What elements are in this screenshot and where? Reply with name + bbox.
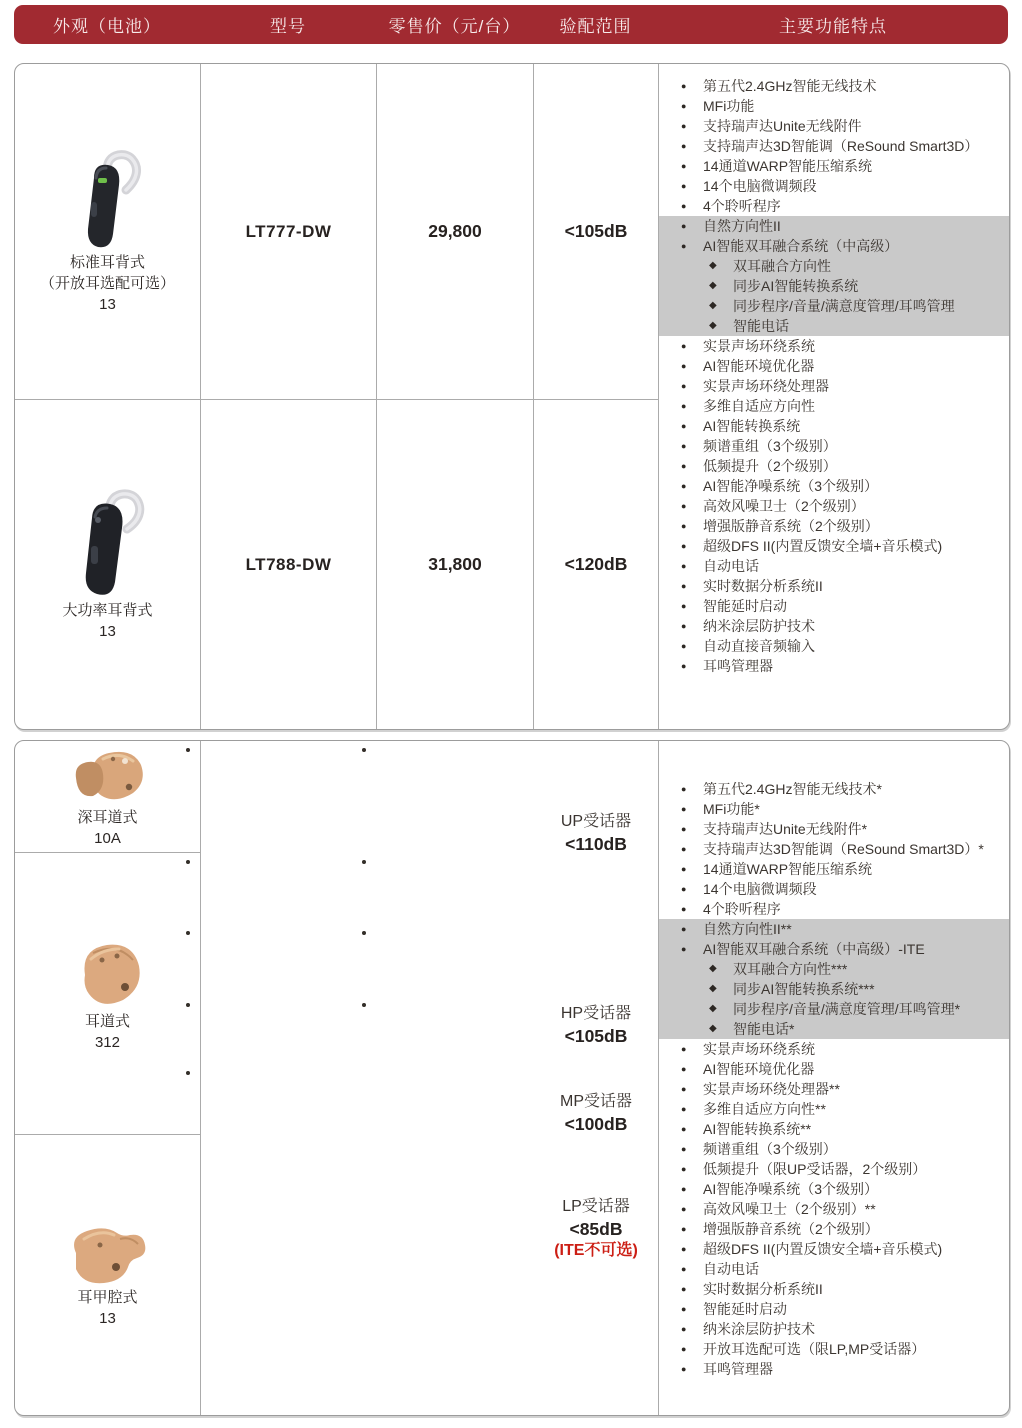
bullet-icon: ● [681,1364,687,1374]
feature-text: 4个聆听程序 [703,198,781,214]
feature-item [659,1139,1009,1159]
features-cell [659,64,1009,729]
header-col-range: 验配范围 [559,17,632,36]
bullet-icon: ◆ [709,280,717,291]
feature-item [659,356,1009,376]
feature-text: 自动直接音频输入 [703,638,815,654]
feature-text: AI智能双耳融合系统（中高级） [703,238,899,254]
feature-item [659,1359,1009,1379]
feature-item [659,376,1009,396]
feature-item [659,899,1009,919]
bullet-icon: ● [681,1304,687,1314]
model-cell: LT777-DW [201,64,377,400]
feature-text: 实景声场环绕系统 [703,1041,815,1057]
feature-text: 同步程序/音量/满意度管理/耳鸣管理 [733,298,955,314]
itc-device-image [65,935,151,1011]
bullet-icon: ● [681,181,687,191]
feature-item [659,1179,1009,1199]
bullet-icon: ● [681,561,687,571]
features-list [659,76,1009,676]
feature-item [659,919,1009,939]
feature-text: 增强版静音系统（2个级别） [703,1221,879,1237]
feature-text: 纳米涂层防护技术 [703,618,815,634]
feature-text: AI智能净噪系统（3个级别） [703,1181,879,1197]
feature-item [659,656,1009,676]
feature-item [659,236,1009,256]
ite-note: (ITE不可选) [554,1242,638,1259]
bullet-icon: ● [681,641,687,651]
table-header [14,5,1008,44]
feature-text: 实时数据分析系统II [703,1281,823,1297]
bullet-icon: ● [681,1204,687,1214]
feature-text: 双耳融合方向性*** [733,961,848,977]
bullet-icon: ● [681,864,687,874]
feature-item [377,741,534,853]
bullet-icon: ● [681,784,687,794]
feature-item [659,1259,1009,1279]
bullet-icon: ● [681,161,687,171]
feature-item [659,456,1009,476]
device-type-label: 耳甲腔式 13 [77,1289,138,1327]
feature-text: MFi功能* [703,801,760,817]
bullet-icon: ● [681,421,687,431]
feature-item [659,1019,1009,1039]
feature-text: 频谱重组（3个级别） [703,1141,837,1157]
feature-item [659,556,1009,576]
feature-item [659,416,1009,436]
feature-text: AI智能环境优化器 [703,358,815,374]
fitting-range-cell: <120dB [534,400,659,729]
bullet-icon: ● [681,1044,687,1054]
feature-item [377,853,534,924]
feature-text: AI智能转换系统** [703,1121,812,1137]
feature-item [659,516,1009,536]
feature-text: 14个电脑微调频段 [703,178,817,194]
feature-text: 自动电话 [703,1261,759,1277]
bullet-icon: ● [681,944,687,954]
feature-item [659,999,1009,1019]
bullet-icon: ● [681,121,687,131]
bullet-icon: ● [681,461,687,471]
feature-text: 同步程序/音量/满意度管理/耳鸣管理* [733,1001,961,1017]
feature-text: 14通道WARP智能压缩系统 [703,861,873,877]
feature-text: 高效风噪卫士（2个级别）** [703,1201,876,1217]
feature-item [659,1279,1009,1299]
feature-item [377,996,534,1064]
bullet-icon: ● [681,661,687,671]
feature-text: 实时数据分析系统II [703,578,823,594]
bullet-icon: ◆ [709,1023,717,1034]
feature-item [659,1079,1009,1099]
feature-text: 实景声场环绕处理器 [703,378,829,394]
feature-item [659,336,1009,356]
header-col-appearance: 外观（电池） [53,17,161,36]
header-col-price: 零售价（元/台） [388,17,521,36]
fitting-range-cell: <105dB [534,64,659,400]
bullet-icon: ● [681,1144,687,1154]
bullet-icon: ● [681,1264,687,1274]
receiver-range-block: MP受话器 <100dB [559,1093,632,1134]
bullet-icon: ◆ [709,320,717,331]
feature-text: AI智能净噪系统（3个级别） [703,478,879,494]
bullet-icon: ● [681,1224,687,1234]
bullet-icon: ● [681,1084,687,1094]
feature-item [659,176,1009,196]
bullet-icon: ● [681,481,687,491]
feature-item [377,924,534,996]
bullet-icon: ● [681,924,687,934]
feature-item [659,979,1009,999]
bullet-icon: ● [681,241,687,251]
bullet-icon: ● [681,824,687,834]
bullet-icon: ● [681,541,687,551]
feature-text: 4个聆听程序 [703,901,781,917]
bullet-icon: ● [681,141,687,151]
feature-text: 多维自适应方向性** [703,1101,826,1117]
bullet-icon: ● [681,1324,687,1334]
feature-text: 支持瑞声达Unite无线附件* [703,821,868,837]
feature-item [659,1099,1009,1119]
bullet-icon: ● [681,1244,687,1254]
feature-text: 智能电话* [733,1021,795,1037]
feature-text: 智能延时启动 [703,1301,787,1317]
feature-item [659,276,1009,296]
bullet-icon: ◆ [709,260,717,271]
bullet-icon: ● [681,1104,687,1114]
feature-text: 多维自适应方向性 [703,398,815,414]
price-cell: 29,800 [377,64,534,400]
feature-item [659,436,1009,456]
feature-text: 第五代2.4GHz智能无线技术 [703,78,877,94]
device-type-label: 标准耳背式 （开放耳选配可选） 13 [39,254,175,313]
feature-item [659,1239,1009,1259]
feature-text: 双耳融合方向性 [733,258,831,274]
bullet-icon: ● [681,1344,687,1354]
device-type-label: 深耳道式 10A [77,808,138,847]
feature-item [659,536,1009,556]
feature-text: 实景声场环绕处理器** [703,1081,840,1097]
bullet-icon: ● [681,501,687,511]
bullet-icon: ● [681,1284,687,1294]
price-cell: 31,800 [377,400,534,729]
bullet-icon: ● [681,601,687,611]
bullet-icon: ● [681,904,687,914]
bullet-icon: ◆ [709,963,717,974]
feature-item [659,296,1009,316]
feature-item [659,116,1009,136]
battery-size-label: 13 [99,622,116,640]
feature-text: 开放耳选配可选（限LP,MP受话器） [703,1341,926,1357]
feature-item [201,924,377,996]
feature-text: 支持瑞声达Unite无线附件 [703,118,862,134]
features-list [659,779,1009,1379]
bullet-icon: ● [681,341,687,351]
feature-item [659,1199,1009,1219]
feature-item [659,256,1009,276]
feature-item [659,1219,1009,1239]
feature-item [659,1339,1009,1359]
bullet-icon: ● [681,804,687,814]
feature-text: 超级DFS II(内置反馈安全墙+音乐模式) [703,1241,943,1257]
feature-text: 实景声场环绕系统 [703,338,815,354]
bullet-icon: ● [681,521,687,531]
bullet-icon: ● [681,201,687,211]
appearance-cell [15,741,201,853]
feature-item [201,1064,377,1135]
bullet-icon: ● [681,1124,687,1134]
feature-item [659,859,1009,879]
feature-item [659,496,1009,516]
bullet-icon: ● [681,621,687,631]
feature-item [659,216,1009,236]
feature-text: 自然方向性II [703,218,781,234]
feature-text: 耳鸣管理器 [703,658,773,674]
feature-text: 14个电脑微调频段 [703,881,817,897]
feature-item [659,779,1009,799]
bullet-icon: ● [681,1164,687,1174]
feature-text: AI智能转换系统 [703,418,801,434]
feature-item [659,1299,1009,1319]
bullet-icon: ● [681,581,687,591]
feature-text: AI智能双耳融合系统（中高级）-ITE [703,941,925,957]
feature-item [659,396,1009,416]
bullet-icon: ● [681,401,687,411]
fitting-range-cell [534,741,659,1415]
feature-item [659,76,1009,96]
ite-device-image [60,1221,156,1287]
feature-text: 高效风噪卫士（2个级别） [703,498,865,514]
feature-text: 同步AI智能转换系统*** [733,981,875,997]
custom-table-section [14,740,1010,1416]
appearance-cell [15,64,201,400]
battery-size-label: 13 [99,296,116,313]
feature-text: 支持瑞声达3D智能调（ReSound Smart3D） [703,138,979,154]
feature-item [659,1319,1009,1339]
bullet-icon: ◆ [709,1003,717,1014]
feature-item [659,636,1009,656]
feature-item [659,596,1009,616]
feature-item [201,853,377,924]
bullet-icon: ● [681,221,687,231]
feature-item [659,196,1009,216]
feature-text: 第五代2.4GHz智能无线技术* [703,781,882,797]
feature-text: 14通道WARP智能压缩系统 [703,158,873,174]
battery-size-label: 10A [94,829,121,847]
feature-item [659,96,1009,116]
feature-text: 自然方向性II** [703,921,792,937]
header-col-model: 型号 [270,17,306,36]
feature-item [659,879,1009,899]
appearance-cell [15,400,201,729]
bullet-icon: ● [681,101,687,111]
feature-text: 增强版静音系统（2个级别） [703,518,879,534]
feature-text: AI智能环境优化器 [703,1061,815,1077]
appearance-cell [15,853,201,1135]
bullet-icon: ● [681,1064,687,1074]
feature-text: 支持瑞声达3D智能调（ReSound Smart3D）* [703,841,984,857]
feature-item [659,939,1009,959]
feature-text: 耳鸣管理器 [703,1361,773,1377]
feature-text: 智能电话 [733,318,789,334]
feature-item [659,959,1009,979]
feature-text: 纳米涂层防护技术 [703,1321,815,1337]
feature-item [659,156,1009,176]
device-type-label: 耳道式 312 [84,1012,130,1051]
feature-item [201,996,377,1064]
bullet-icon: ● [681,1184,687,1194]
bullet-icon: ● [681,381,687,391]
receiver-range-block: HP受话器 <105dB [560,1005,632,1046]
feature-item [659,576,1009,596]
feature-text: 低频提升（限UP受话器，2个级别） [703,1161,927,1177]
receiver-range-block: LP受话器 <85dB (ITE不可选) [534,1196,658,1262]
feature-item [659,1159,1009,1179]
bullet-icon: ● [681,844,687,854]
battery-size-label: 312 [94,1033,120,1051]
bullet-icon: ● [681,361,687,371]
feature-item [659,1039,1009,1059]
bullet-icon: ● [681,441,687,451]
feature-item [659,136,1009,156]
feature-item [659,476,1009,496]
cic-device-image [63,745,153,807]
bullet-icon: ◆ [709,300,717,311]
appearance-cell [15,1135,201,1415]
features-cell [659,741,1009,1415]
feature-item [201,741,377,853]
feature-item [659,316,1009,336]
feature-text: 同步AI智能转换系统 [733,278,859,294]
feature-text: 自动电话 [703,558,759,574]
battery-size-label: 13 [99,1310,116,1327]
feature-item [659,799,1009,819]
receiver-range-block: UP受话器 <110dB [560,813,632,854]
bullet-icon: ◆ [709,983,717,994]
bullet-icon: ● [681,884,687,894]
device-type-label: 大功率耳背式 13 [62,601,153,640]
bullet-icon: ● [681,81,687,91]
feature-item [659,1059,1009,1079]
feature-item [659,616,1009,636]
bte-standard-image [62,148,154,252]
feature-text: MFi功能 [703,98,755,114]
bte-power-image [58,488,158,600]
feature-item [659,819,1009,839]
header-col-features: 主要功能特点 [779,17,887,36]
bte-table-section [14,63,1010,730]
feature-item [659,1119,1009,1139]
model-cell: LT788-DW [201,400,377,729]
feature-text: 低频提升（2个级别） [703,458,837,474]
feature-text: 智能延时启动 [703,598,787,614]
feature-item [659,839,1009,859]
feature-text: 频谱重组（3个级别） [703,438,837,454]
feature-text: 超级DFS II(内置反馈安全墙+音乐模式) [703,538,943,554]
